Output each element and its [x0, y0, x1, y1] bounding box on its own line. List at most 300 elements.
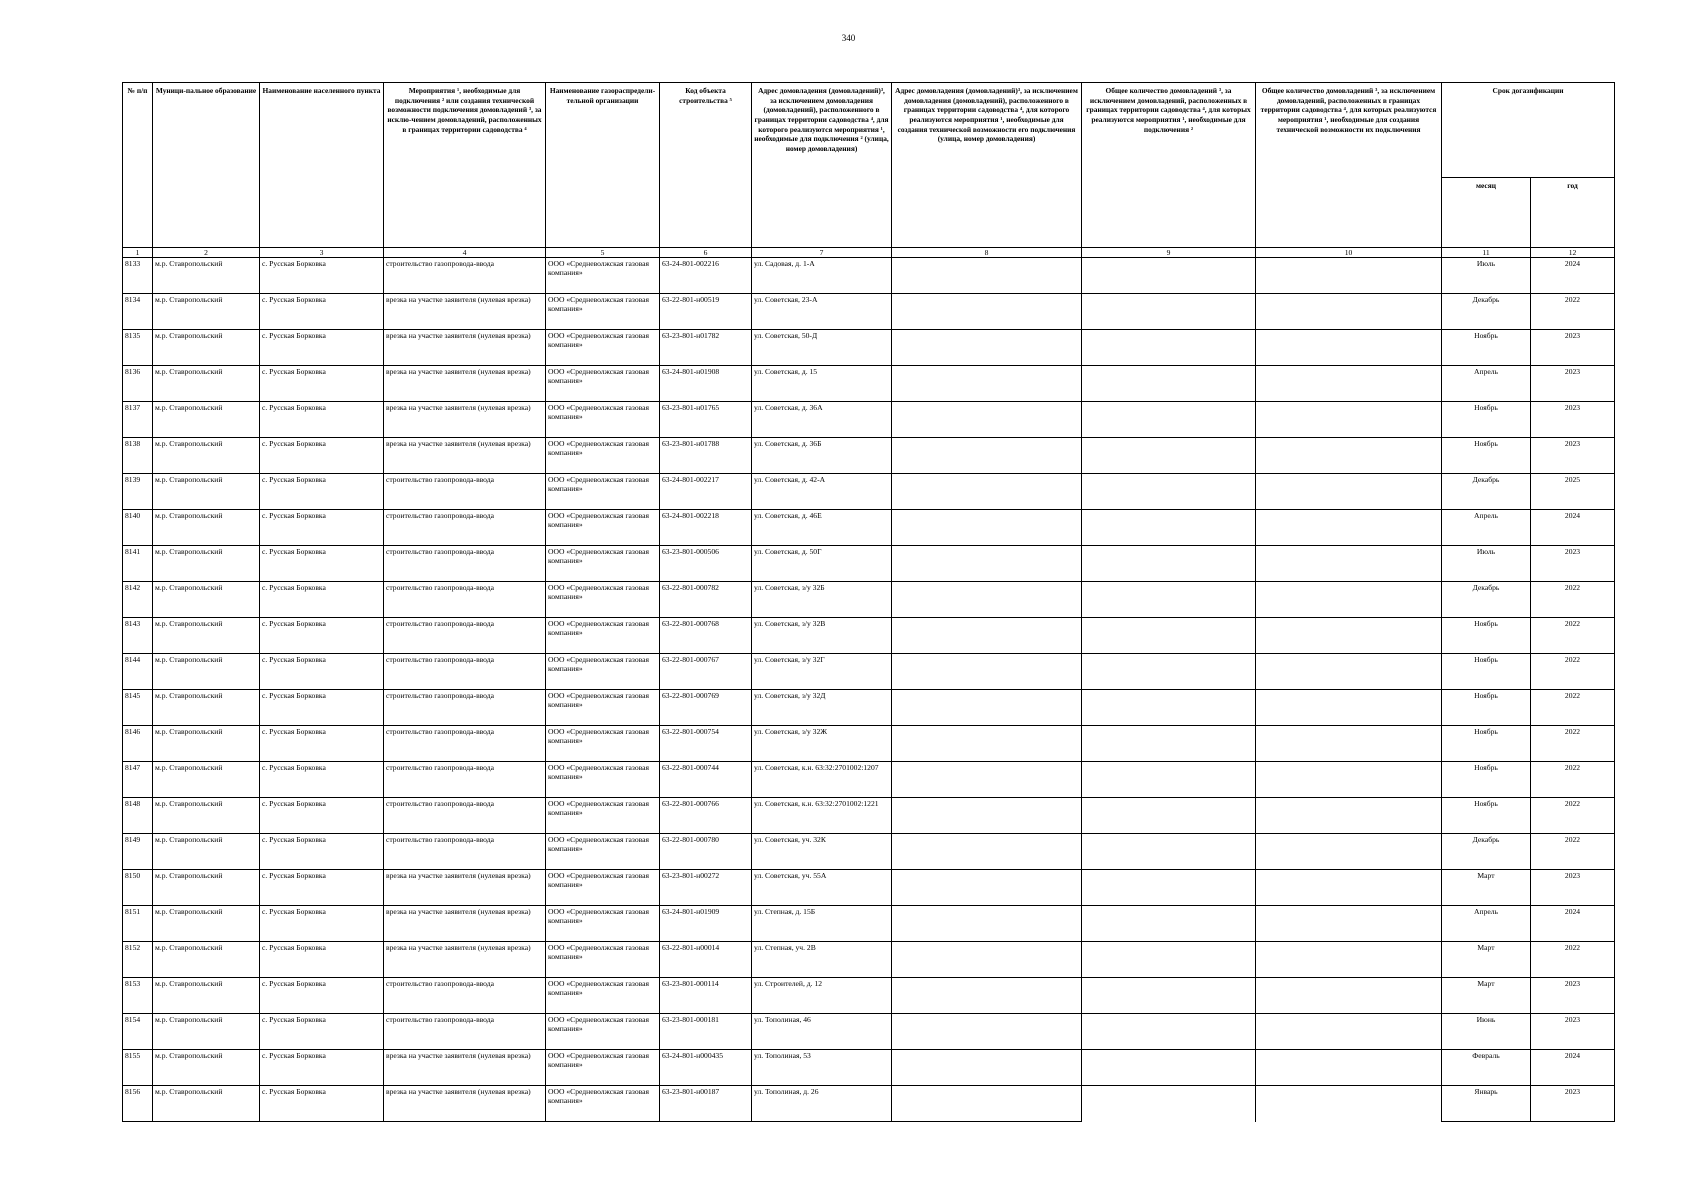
cell-object-code: 63-23-801-н00272: [660, 870, 752, 906]
cell-address-technical: [892, 798, 1082, 834]
gasification-table: [122, 82, 1615, 1122]
cell-year: 2022: [1531, 798, 1615, 834]
cell-month: Март: [1442, 978, 1531, 1014]
cell-year: 2023: [1531, 366, 1615, 402]
column-number: 8: [892, 248, 1082, 258]
cell-settlement: с. Русская Борковка: [260, 726, 384, 762]
column-number: 10: [1256, 248, 1442, 258]
cell-month: Ноябрь: [1442, 654, 1531, 690]
cell-count-connection: [1082, 1014, 1256, 1050]
cell-object-code: 63-24-801-н000435: [660, 1050, 752, 1086]
cell-number: 8147: [123, 762, 153, 798]
cell-address: ул. Степная, уч. 2В: [752, 942, 892, 978]
cell-number: 8156: [123, 1086, 153, 1122]
cell-address-technical: [892, 1086, 1082, 1122]
cell-municipality: м.р. Ставропольский: [153, 438, 260, 474]
cell-settlement: с. Русская Борковка: [260, 366, 384, 402]
cell-address: ул. Советская, з/у 32В: [752, 618, 892, 654]
cell-count-technical: [1256, 438, 1442, 474]
column-number: 11: [1442, 248, 1531, 258]
cell-address: ул. Советская, з/у 32Ж: [752, 726, 892, 762]
cell-count-technical: [1256, 978, 1442, 1014]
cell-year: 2022: [1531, 582, 1615, 618]
cell-number: 8135: [123, 330, 153, 366]
cell-activity: строительство газопровода-ввода: [384, 582, 546, 618]
cell-object-code: 63-24-801-н01909: [660, 906, 752, 942]
cell-activity: врезка на участке заявителя (нулевая врезка): [384, 366, 546, 402]
cell-gas-organization: ООО «Средневолжская газовая компания»: [546, 294, 660, 330]
cell-gas-organization: ООО «Средневолжская газовая компания»: [546, 1014, 660, 1050]
cell-address: ул. Тополиная, д. 26: [752, 1086, 892, 1122]
column-number: 2: [153, 248, 260, 258]
cell-activity: строительство газопровода-ввода: [384, 258, 546, 294]
cell-address-technical: [892, 330, 1082, 366]
cell-gas-organization: ООО «Средневолжская газовая компания»: [546, 510, 660, 546]
cell-year: 2023: [1531, 1086, 1615, 1122]
cell-gas-organization: ООО «Средневолжская газовая компания»: [546, 726, 660, 762]
cell-address-technical: [892, 438, 1082, 474]
cell-object-code: 63-22-801-н00519: [660, 294, 752, 330]
cell-year: 2022: [1531, 834, 1615, 870]
table-row: [123, 870, 1615, 906]
cell-year: 2024: [1531, 510, 1615, 546]
cell-count-technical: [1256, 726, 1442, 762]
cell-count-connection: [1082, 1086, 1256, 1122]
cell-settlement: с. Русская Борковка: [260, 294, 384, 330]
header-object-code: Код объекта строительства ⁵: [660, 83, 752, 248]
cell-month: Июль: [1442, 258, 1531, 294]
table-row: [123, 510, 1615, 546]
cell-address-technical: [892, 834, 1082, 870]
cell-activity: врезка на участке заявителя (нулевая врезка): [384, 906, 546, 942]
cell-count-connection: [1082, 1050, 1256, 1086]
cell-activity: врезка на участке заявителя (нулевая врезка): [384, 942, 546, 978]
cell-address-technical: [892, 510, 1082, 546]
cell-gas-organization: ООО «Средневолжская газовая компания»: [546, 618, 660, 654]
cell-count-connection: [1082, 762, 1256, 798]
cell-activity: врезка на участке заявителя (нулевая врезка): [384, 438, 546, 474]
cell-month: Ноябрь: [1442, 618, 1531, 654]
cell-address-technical: [892, 690, 1082, 726]
cell-address: ул. Советская, к.н. 63:32:2701002:1221: [752, 798, 892, 834]
cell-settlement: с. Русская Борковка: [260, 258, 384, 294]
cell-municipality: м.р. Ставропольский: [153, 582, 260, 618]
cell-activity: врезка на участке заявителя (нулевая врезка): [384, 330, 546, 366]
cell-count-technical: [1256, 618, 1442, 654]
table-row: [123, 294, 1615, 330]
cell-number: 8141: [123, 546, 153, 582]
cell-gas-organization: ООО «Средневолжская газовая компания»: [546, 366, 660, 402]
cell-object-code: 63-23-801-н00187: [660, 1086, 752, 1122]
cell-month: Апрель: [1442, 906, 1531, 942]
cell-municipality: м.р. Ставропольский: [153, 510, 260, 546]
cell-address: ул. Советская, уч. 32К: [752, 834, 892, 870]
cell-object-code: 63-24-801-002217: [660, 474, 752, 510]
cell-settlement: с. Русская Борковка: [260, 690, 384, 726]
cell-gas-organization: ООО «Средневолжская газовая компания»: [546, 438, 660, 474]
cell-count-technical: [1256, 582, 1442, 618]
cell-gas-organization: ООО «Средневолжская газовая компания»: [546, 870, 660, 906]
cell-address: ул. Советская, уч. 55А: [752, 870, 892, 906]
cell-month: Февраль: [1442, 1050, 1531, 1086]
cell-municipality: м.р. Ставропольский: [153, 690, 260, 726]
cell-settlement: с. Русская Борковка: [260, 762, 384, 798]
cell-count-technical: [1256, 1050, 1442, 1086]
cell-municipality: м.р. Ставропольский: [153, 294, 260, 330]
cell-address-technical: [892, 618, 1082, 654]
table-row: [123, 474, 1615, 510]
cell-number: 8136: [123, 366, 153, 402]
cell-count-connection: [1082, 474, 1256, 510]
cell-gas-organization: ООО «Средневолжская газовая компания»: [546, 402, 660, 438]
table-row: [123, 402, 1615, 438]
cell-address: ул. Советская, д. 36Б: [752, 438, 892, 474]
cell-object-code: 63-22-801-000754: [660, 726, 752, 762]
cell-address-technical: [892, 978, 1082, 1014]
cell-count-connection: [1082, 366, 1256, 402]
table-row: [123, 582, 1615, 618]
cell-address-technical: [892, 1014, 1082, 1050]
cell-address: ул. Строителей, д. 12: [752, 978, 892, 1014]
cell-month: Июль: [1442, 546, 1531, 582]
column-number: 1: [123, 248, 153, 258]
cell-address-technical: [892, 654, 1082, 690]
cell-month: Июнь: [1442, 1014, 1531, 1050]
cell-count-technical: [1256, 654, 1442, 690]
cell-settlement: с. Русская Борковка: [260, 798, 384, 834]
cell-object-code: 63-22-801-000782: [660, 582, 752, 618]
cell-gas-organization: ООО «Средневолжская газовая компания»: [546, 978, 660, 1014]
cell-count-technical: [1256, 510, 1442, 546]
table-row: [123, 1050, 1615, 1086]
cell-activity: врезка на участке заявителя (нулевая врезка): [384, 1050, 546, 1086]
cell-municipality: м.р. Ставропольский: [153, 330, 260, 366]
cell-number: 8153: [123, 978, 153, 1014]
cell-address-technical: [892, 870, 1082, 906]
cell-gas-organization: ООО «Средневолжская газовая компания»: [546, 258, 660, 294]
cell-address-technical: [892, 294, 1082, 330]
cell-municipality: м.р. Ставропольский: [153, 654, 260, 690]
cell-object-code: 63-24-801-002218: [660, 510, 752, 546]
cell-activity: строительство газопровода-ввода: [384, 1014, 546, 1050]
table-row: [123, 366, 1615, 402]
cell-municipality: м.р. Ставропольский: [153, 366, 260, 402]
cell-address-technical: [892, 726, 1082, 762]
cell-object-code: 63-22-801-000744: [660, 762, 752, 798]
cell-number: 8143: [123, 618, 153, 654]
cell-object-code: 63-24-801-002216: [660, 258, 752, 294]
cell-municipality: м.р. Ставропольский: [153, 798, 260, 834]
cell-municipality: м.р. Ставропольский: [153, 1050, 260, 1086]
cell-settlement: с. Русская Борковка: [260, 438, 384, 474]
cell-address-technical: [892, 402, 1082, 438]
cell-municipality: м.р. Ставропольский: [153, 726, 260, 762]
cell-municipality: м.р. Ставропольский: [153, 834, 260, 870]
cell-settlement: с. Русская Борковка: [260, 978, 384, 1014]
cell-municipality: м.р. Ставропольский: [153, 1014, 260, 1050]
cell-gas-organization: ООО «Средневолжская газовая компания»: [546, 942, 660, 978]
cell-month: Ноябрь: [1442, 726, 1531, 762]
cell-gas-organization: ООО «Средневолжская газовая компания»: [546, 762, 660, 798]
cell-settlement: с. Русская Борковка: [260, 906, 384, 942]
cell-count-connection: [1082, 510, 1256, 546]
cell-municipality: м.р. Ставропольский: [153, 546, 260, 582]
cell-month: Ноябрь: [1442, 402, 1531, 438]
cell-year: 2024: [1531, 1050, 1615, 1086]
table-row: [123, 1086, 1615, 1122]
cell-year: 2024: [1531, 258, 1615, 294]
cell-object-code: 63-23-801-000506: [660, 546, 752, 582]
cell-settlement: с. Русская Борковка: [260, 942, 384, 978]
cell-gas-organization: ООО «Средневолжская газовая компания»: [546, 546, 660, 582]
table-row: [123, 618, 1615, 654]
cell-year: 2024: [1531, 906, 1615, 942]
cell-count-connection: [1082, 654, 1256, 690]
cell-number: 8146: [123, 726, 153, 762]
cell-address: ул. Советская, з/у 32Г: [752, 654, 892, 690]
cell-number: 8154: [123, 1014, 153, 1050]
header-year: год: [1531, 178, 1615, 248]
header-address-technical: Адрес домовладения (домовладений)³, за исключением домовладения (домовладений), расположенного в границах территории садоводства ⁴, для которого реализуются мероприятия ¹, необходимые для создания технической возможности его подключения (улица, номер домовладения): [892, 83, 1082, 248]
column-number: 7: [752, 248, 892, 258]
cell-count-connection: [1082, 906, 1256, 942]
header-count-technical: Общее количество домовладений ³, за исключением домовладений, расположенных в границах территории садоводства ⁴, для которых реализуются мероприятия ¹, необходимые для создания технической возможности их подключения: [1256, 83, 1442, 248]
cell-year: 2023: [1531, 438, 1615, 474]
column-number: 9: [1082, 248, 1256, 258]
header-number: № п/п: [123, 83, 153, 248]
cell-count-technical: [1256, 906, 1442, 942]
cell-number: 8142: [123, 582, 153, 618]
column-number: 5: [546, 248, 660, 258]
cell-year: 2022: [1531, 726, 1615, 762]
cell-settlement: с. Русская Борковка: [260, 618, 384, 654]
cell-count-connection: [1082, 330, 1256, 366]
cell-activity: строительство газопровода-ввода: [384, 978, 546, 1014]
cell-gas-organization: ООО «Средневолжская газовая компания»: [546, 1086, 660, 1122]
page-number: 340: [841, 33, 856, 43]
cell-object-code: 63-23-801-н01765: [660, 402, 752, 438]
cell-number: 8148: [123, 798, 153, 834]
cell-gas-organization: ООО «Средневолжская газовая компания»: [546, 474, 660, 510]
cell-year: 2023: [1531, 330, 1615, 366]
cell-number: 8149: [123, 834, 153, 870]
cell-count-technical: [1256, 258, 1442, 294]
cell-activity: строительство газопровода-ввода: [384, 726, 546, 762]
cell-object-code: 63-22-801-н00014: [660, 942, 752, 978]
cell-settlement: с. Русская Борковка: [260, 330, 384, 366]
cell-settlement: с. Русская Борковка: [260, 474, 384, 510]
cell-settlement: с. Русская Борковка: [260, 1014, 384, 1050]
cell-number: 8144: [123, 654, 153, 690]
cell-number: 8152: [123, 942, 153, 978]
table-row: [123, 1014, 1615, 1050]
cell-activity: врезка на участке заявителя (нулевая врезка): [384, 870, 546, 906]
cell-municipality: м.р. Ставропольский: [153, 258, 260, 294]
cell-settlement: с. Русская Борковка: [260, 510, 384, 546]
cell-month: Ноябрь: [1442, 330, 1531, 366]
cell-count-connection: [1082, 258, 1256, 294]
cell-object-code: 63-22-801-000767: [660, 654, 752, 690]
cell-count-technical: [1256, 942, 1442, 978]
cell-settlement: с. Русская Борковка: [260, 1086, 384, 1122]
column-number: 4: [384, 248, 546, 258]
cell-number: 8150: [123, 870, 153, 906]
cell-object-code: 63-23-801-000181: [660, 1014, 752, 1050]
cell-gas-organization: ООО «Средневолжская газовая компания»: [546, 1050, 660, 1086]
cell-number: 8137: [123, 402, 153, 438]
cell-settlement: с. Русская Борковка: [260, 870, 384, 906]
cell-count-connection: [1082, 690, 1256, 726]
cell-object-code: 63-23-801-000114: [660, 978, 752, 1014]
cell-activity: строительство газопровода-ввода: [384, 474, 546, 510]
cell-address: ул. Тополиная, 46: [752, 1014, 892, 1050]
cell-count-technical: [1256, 1086, 1442, 1122]
cell-municipality: м.р. Ставропольский: [153, 762, 260, 798]
cell-municipality: м.р. Ставропольский: [153, 474, 260, 510]
cell-count-connection: [1082, 402, 1256, 438]
cell-count-connection: [1082, 618, 1256, 654]
cell-gas-organization: ООО «Средневолжская газовая компания»: [546, 582, 660, 618]
cell-count-connection: [1082, 870, 1256, 906]
cell-object-code: 63-22-801-000768: [660, 618, 752, 654]
cell-year: 2025: [1531, 474, 1615, 510]
cell-address: ул. Советская, д. 36А: [752, 402, 892, 438]
cell-activity: строительство газопровода-ввода: [384, 798, 546, 834]
cell-address-technical: [892, 546, 1082, 582]
table-row: [123, 906, 1615, 942]
header-deadline: Срок догазификации: [1442, 83, 1615, 178]
table-row: [123, 438, 1615, 474]
cell-month: Декабрь: [1442, 834, 1531, 870]
cell-activity: строительство газопровода-ввода: [384, 654, 546, 690]
cell-count-technical: [1256, 762, 1442, 798]
cell-count-technical: [1256, 366, 1442, 402]
cell-object-code: 63-24-801-н01908: [660, 366, 752, 402]
cell-activity: строительство газопровода-ввода: [384, 834, 546, 870]
cell-year: 2023: [1531, 1014, 1615, 1050]
header-address-connection: Адрес домовладения (домовладений)³, за исключением домовладения (домовладений), расположенного в границах территории садоводства ⁴, для которого реализуются мероприятия ¹, необходимые для подключения ² (улица, номер домовладения): [752, 83, 892, 248]
cell-count-connection: [1082, 546, 1256, 582]
cell-year: 2023: [1531, 978, 1615, 1014]
cell-address: ул. Советская, д. 46Е: [752, 510, 892, 546]
cell-address: ул. Садовая, д. 1-А: [752, 258, 892, 294]
cell-address: ул. Советская, з/у 32Б: [752, 582, 892, 618]
cell-month: Март: [1442, 870, 1531, 906]
cell-number: 8134: [123, 294, 153, 330]
cell-year: 2023: [1531, 870, 1615, 906]
table-row: [123, 258, 1615, 294]
cell-month: Ноябрь: [1442, 798, 1531, 834]
table-row: [123, 330, 1615, 366]
cell-settlement: с. Русская Борковка: [260, 834, 384, 870]
cell-count-technical: [1256, 690, 1442, 726]
cell-count-connection: [1082, 294, 1256, 330]
cell-gas-organization: ООО «Средневолжская газовая компания»: [546, 654, 660, 690]
cell-address-technical: [892, 906, 1082, 942]
cell-address-technical: [892, 474, 1082, 510]
cell-count-connection: [1082, 978, 1256, 1014]
cell-object-code: 63-23-801-н01782: [660, 330, 752, 366]
cell-address-technical: [892, 1050, 1082, 1086]
cell-year: 2022: [1531, 654, 1615, 690]
cell-count-connection: [1082, 834, 1256, 870]
cell-number: 8133: [123, 258, 153, 294]
cell-gas-organization: ООО «Средневолжская газовая компания»: [546, 798, 660, 834]
cell-count-technical: [1256, 546, 1442, 582]
cell-object-code: 63-23-801-н01788: [660, 438, 752, 474]
cell-address: ул. Тополиная, 53: [752, 1050, 892, 1086]
cell-settlement: с. Русская Борковка: [260, 402, 384, 438]
cell-month: Декабрь: [1442, 294, 1531, 330]
cell-count-technical: [1256, 474, 1442, 510]
table-row: [123, 654, 1615, 690]
cell-activity: строительство газопровода-ввода: [384, 510, 546, 546]
cell-object-code: 63-22-801-000780: [660, 834, 752, 870]
cell-address-technical: [892, 366, 1082, 402]
header-municipality: Муници-пальное образование: [153, 83, 260, 248]
cell-municipality: м.р. Ставропольский: [153, 942, 260, 978]
cell-address: ул. Советская, д. 42-А: [752, 474, 892, 510]
cell-count-technical: [1256, 294, 1442, 330]
cell-month: Ноябрь: [1442, 690, 1531, 726]
cell-settlement: с. Русская Борковка: [260, 654, 384, 690]
cell-gas-organization: ООО «Средневолжская газовая компания»: [546, 906, 660, 942]
column-number: 12: [1531, 248, 1615, 258]
cell-number: 8140: [123, 510, 153, 546]
cell-activity: строительство газопровода-ввода: [384, 690, 546, 726]
table-row: [123, 798, 1615, 834]
table-row: [123, 834, 1615, 870]
cell-activity: врезка на участке заявителя (нулевая врезка): [384, 294, 546, 330]
header-month: месяц: [1442, 178, 1531, 248]
cell-municipality: м.р. Ставропольский: [153, 618, 260, 654]
cell-settlement: с. Русская Борковка: [260, 546, 384, 582]
header-count-connection: Общее количество домовладений ³, за исключением домовладений, расположенных в границах территории садоводства ⁴, для которых реализуются мероприятия ¹, необходимые для подключения ²: [1082, 83, 1256, 248]
cell-count-technical: [1256, 834, 1442, 870]
cell-settlement: с. Русская Борковка: [260, 1050, 384, 1086]
cell-settlement: с. Русская Борковка: [260, 582, 384, 618]
cell-year: 2022: [1531, 294, 1615, 330]
cell-count-technical: [1256, 1014, 1442, 1050]
cell-month: Март: [1442, 942, 1531, 978]
cell-month: Ноябрь: [1442, 762, 1531, 798]
header-activities: Мероприятия ¹, необходимые для подключения ² или создания технической возможности подключения домовладений ³, за исклю-чением домовладений, расположенных в границах территории садоводства ⁴: [384, 83, 546, 248]
cell-count-technical: [1256, 798, 1442, 834]
cell-municipality: м.р. Ставропольский: [153, 870, 260, 906]
header-settlement: Наименование населенного пункта: [260, 83, 384, 248]
cell-count-connection: [1082, 942, 1256, 978]
cell-count-connection: [1082, 798, 1256, 834]
cell-activity: врезка на участке заявителя (нулевая врезка): [384, 402, 546, 438]
cell-count-technical: [1256, 330, 1442, 366]
table-row: [123, 978, 1615, 1014]
table-row: [123, 690, 1615, 726]
cell-municipality: м.р. Ставропольский: [153, 978, 260, 1014]
cell-month: Декабрь: [1442, 474, 1531, 510]
cell-month: Апрель: [1442, 366, 1531, 402]
cell-count-technical: [1256, 402, 1442, 438]
cell-address: ул. Советская, д. 50Г: [752, 546, 892, 582]
cell-year: 2022: [1531, 942, 1615, 978]
cell-count-connection: [1082, 582, 1256, 618]
table-row: [123, 942, 1615, 978]
cell-gas-organization: ООО «Средневолжская газовая компания»: [546, 834, 660, 870]
cell-address-technical: [892, 942, 1082, 978]
cell-year: 2022: [1531, 618, 1615, 654]
cell-activity: строительство газопровода-ввода: [384, 618, 546, 654]
cell-address: ул. Советская, з/у 32Д: [752, 690, 892, 726]
cell-municipality: м.р. Ставропольский: [153, 402, 260, 438]
